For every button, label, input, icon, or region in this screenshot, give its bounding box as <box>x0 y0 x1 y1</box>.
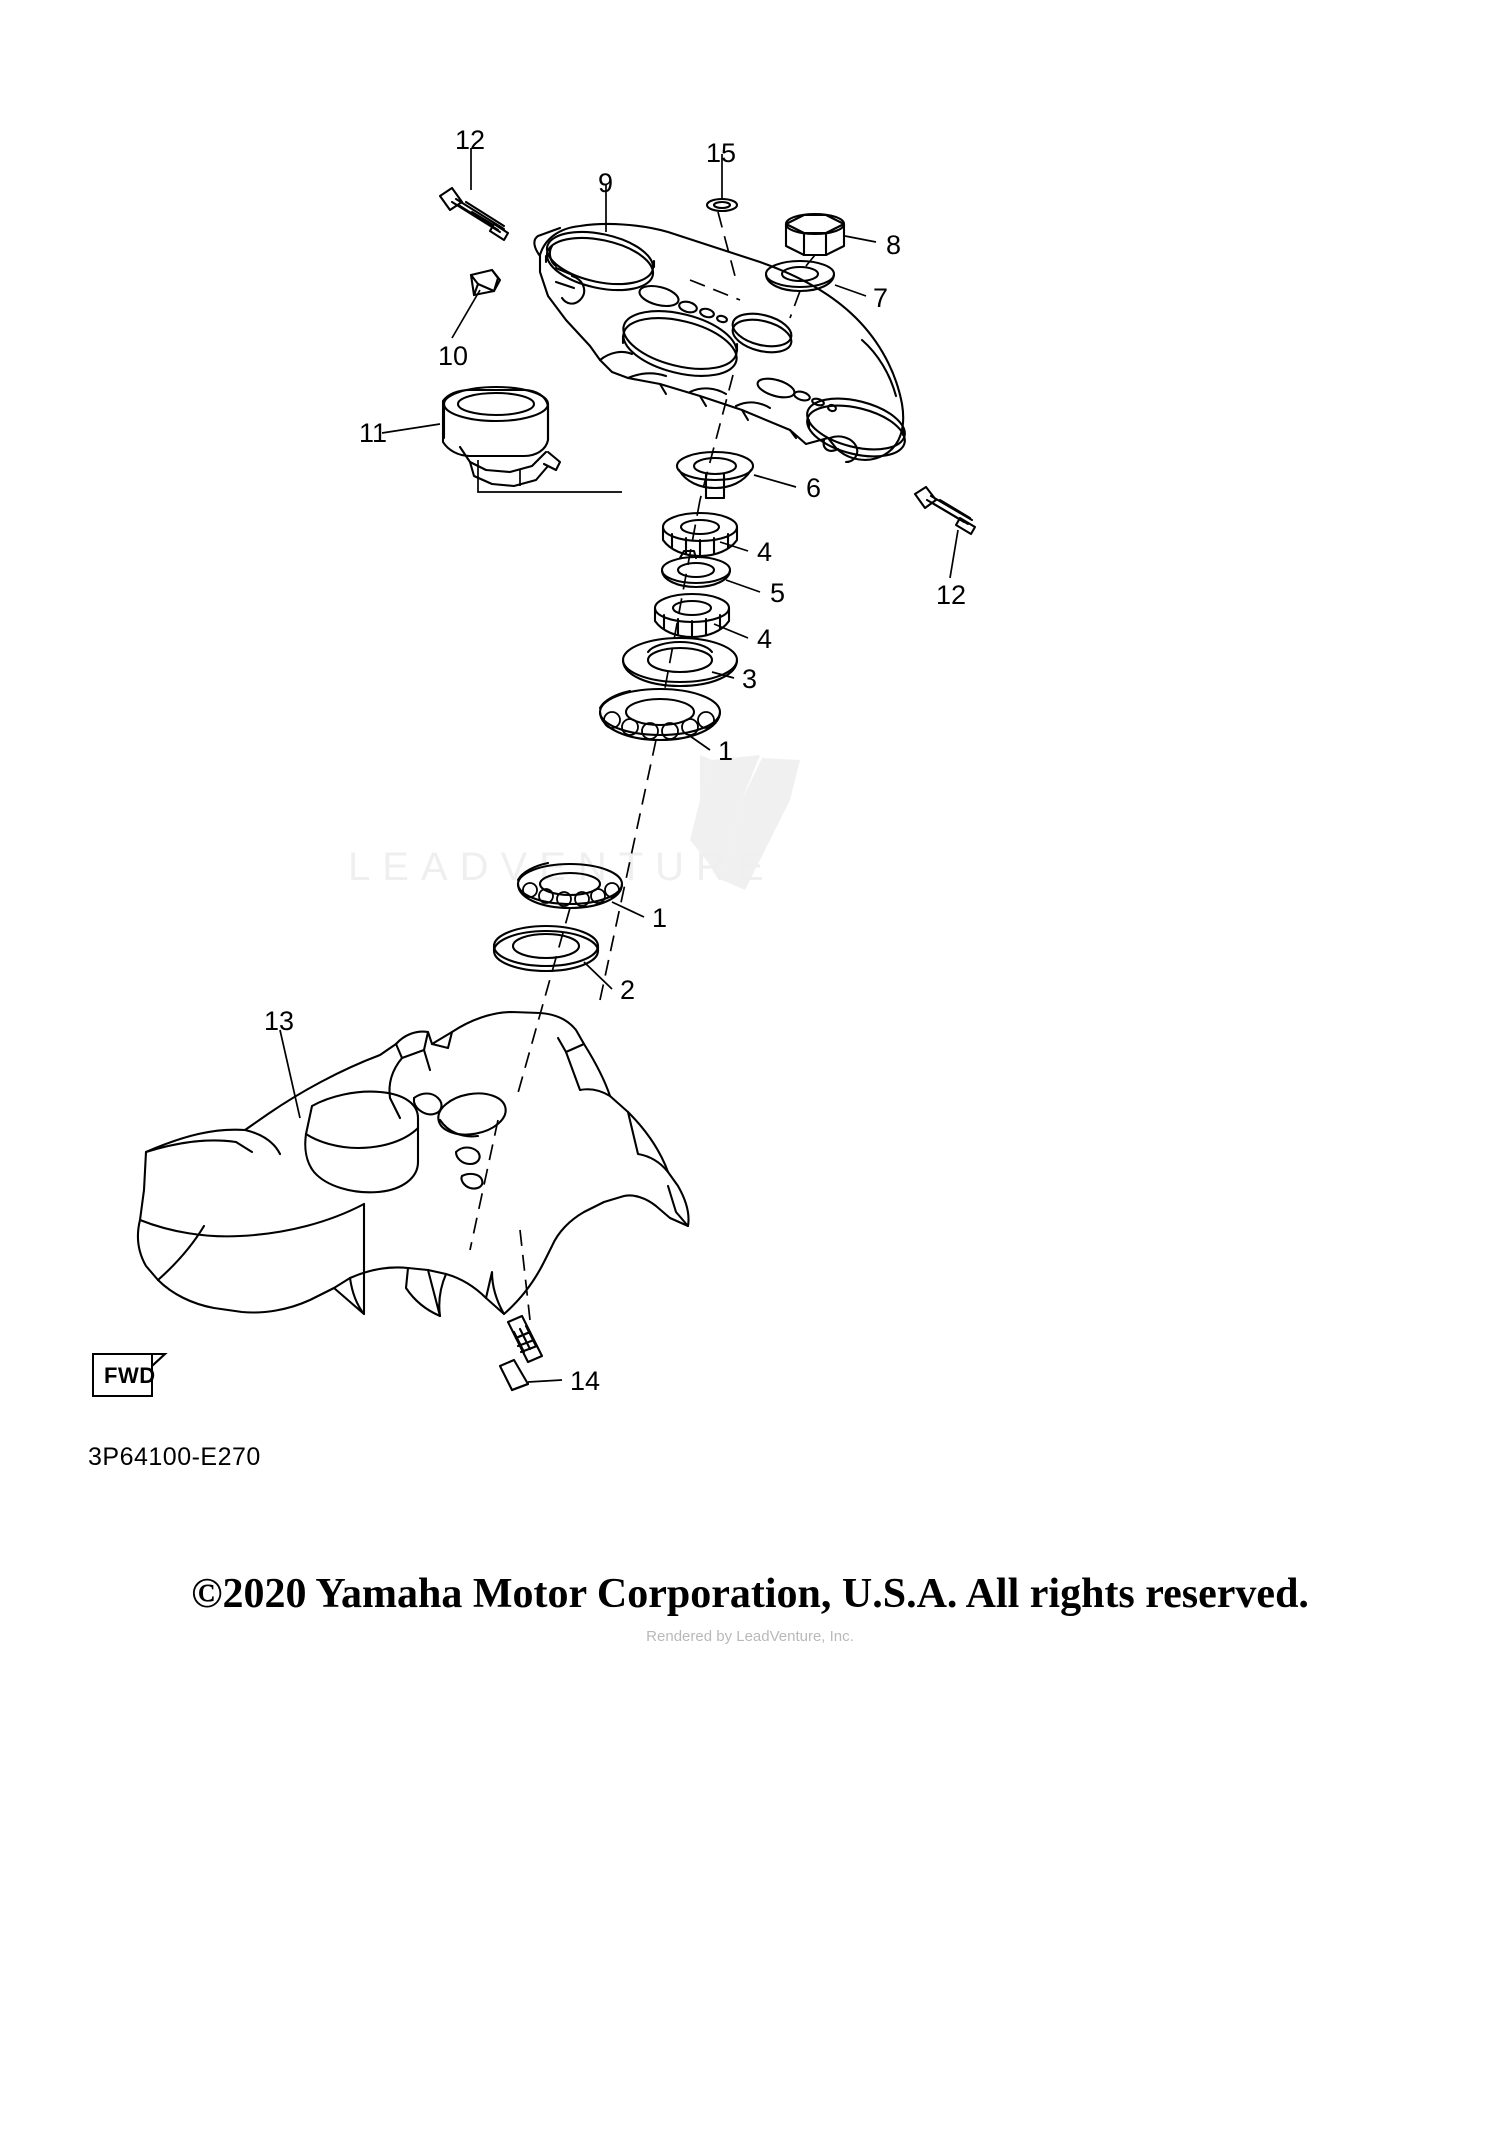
callout-14: 14 <box>570 1366 601 1396</box>
watermark-text: LEADVENTURE <box>348 845 776 889</box>
fwd-label: FWD <box>104 1363 156 1388</box>
callout-1-lower: 1 <box>652 903 668 933</box>
callout-12-top: 12 <box>455 125 486 155</box>
callout-8: 8 <box>886 230 902 260</box>
callout-5: 5 <box>770 578 786 608</box>
callout-2: 2 <box>620 975 636 1005</box>
copyright-notice: ©2020 Yamaha Motor Corporation, U.S.A. All rights reserved. <box>191 1571 1309 1617</box>
callout-13: 13 <box>264 1006 295 1036</box>
diagram-part-number: 3P64100-E270 <box>88 1443 261 1471</box>
callout-11: 11 <box>359 418 388 448</box>
callout-12-right: 12 <box>936 580 967 610</box>
callout-1-upper: 1 <box>718 736 734 766</box>
callout-7: 7 <box>873 283 889 313</box>
callout-15: 15 <box>706 138 737 168</box>
rendered-by-notice: Rendered by LeadVenture, Inc. <box>646 1628 854 1645</box>
callout-6: 6 <box>806 473 822 503</box>
callout-4-upper: 4 <box>757 537 773 567</box>
callout-10: 10 <box>438 341 469 371</box>
callout-3: 3 <box>742 664 758 694</box>
callout-4-lower: 4 <box>757 624 773 654</box>
callout-9: 9 <box>598 168 614 198</box>
